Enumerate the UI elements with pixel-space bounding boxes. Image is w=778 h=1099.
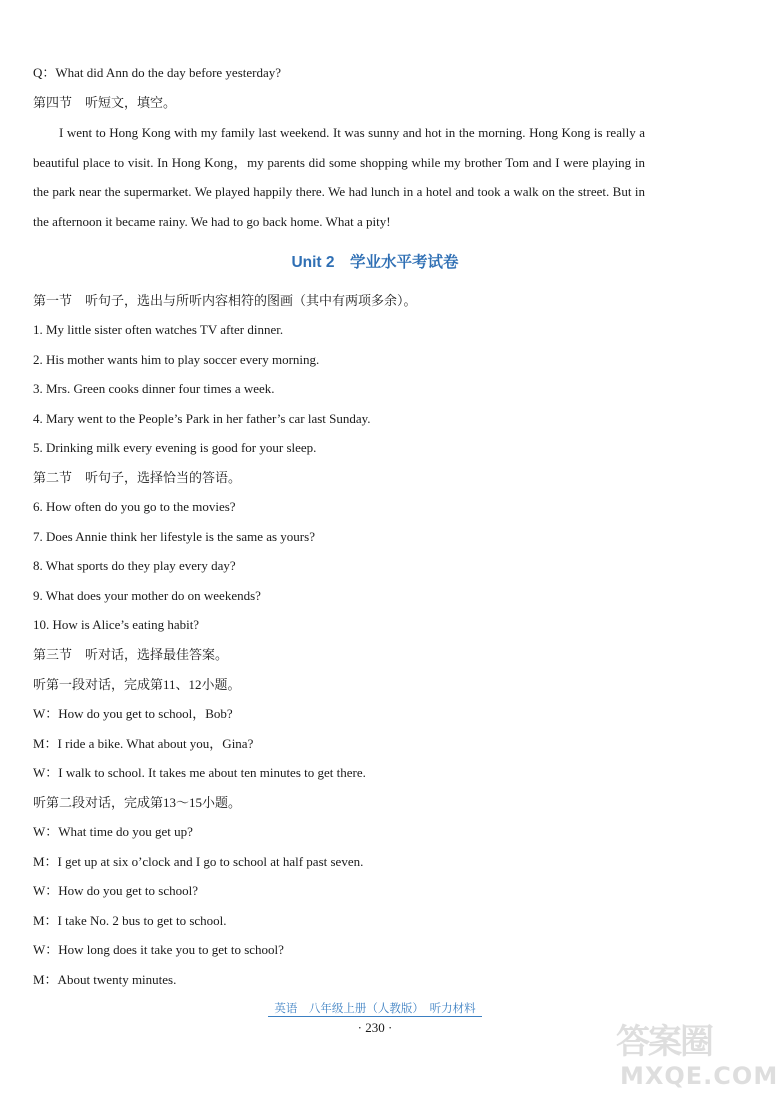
question-line: Q：What did Ann do the day before yesterday? [33, 65, 282, 80]
sentence-item: 1. My little sister often watches TV after dinner. [33, 322, 284, 337]
dialogue-line: M：I get up at six o’clock and I go to school at half past seven. [33, 854, 364, 869]
dialogue-line: W：How do you get to school，Bob? [33, 706, 233, 721]
dialogue-line: M：I ride a bike. What about you，Gina? [33, 736, 254, 751]
dialogue-line: W：I walk to school. It takes me about ten minutes to get there. [33, 765, 366, 780]
unit-title: Unit 2 学业水平考试卷 [291, 254, 459, 271]
watermark-logo [612, 1014, 778, 1094]
section-heading-4: 第四节 听短文，填空。 [33, 95, 177, 110]
dialogue-line: W：How do you get to school? [33, 883, 199, 898]
dialogue-instruction: 听第一段对话，完成第11、12小题。 [33, 677, 241, 692]
section-heading-1: 第一节 听句子，选出与所听内容相符的图画（其中有两项多余）。 [33, 293, 417, 308]
dialogue-line: M：About twenty minutes. [33, 972, 177, 987]
sentence-item: 3. Mrs. Green cooks dinner four times a week. [33, 381, 275, 396]
section-heading-2: 第二节 听句子，选择恰当的答语。 [33, 470, 242, 485]
question-item: 7. Does Annie think her lifestyle is the same as yours? [33, 529, 315, 544]
dialogue-line: W：How long does it take you to get to school? [33, 942, 284, 957]
page-number: · 230 · [357, 1020, 393, 1035]
dialogue-line: W：What time do you get up? [33, 824, 193, 839]
question-item: 9. What does your mother do on weekends? [33, 588, 261, 603]
footer-text: 英语 八年级上册（人教版） 听力材料 [268, 1001, 481, 1017]
sentence-item: 2. His mother wants him to play soccer every morning. [33, 352, 320, 367]
question-item: 6. How often do you go to the movies? [33, 499, 236, 514]
dialogue-line: M：I take No. 2 bus to get to school. [33, 913, 227, 928]
dialogue-instruction: 听第二段对话，完成第13～15小题。 [33, 795, 242, 810]
watermark-bottom: MXQE.COM [620, 1062, 778, 1090]
listening-passage: I went to Hong Kong with my family last weekend. It was sunny and hot in the morning. Hong Kong is really a beautiful place to visit. In Hong Kong，my parents did some shopping while my brother Tom and I were playing in the park near the supermarket. We played happily there. We had lunch in a hotel and took a walk on the street. But in the afternoon it became rainy. We had to go back home. What a pity! [33, 125, 645, 229]
watermark-top: 答案圈 [616, 1022, 712, 1062]
question-item: 8. What sports do they play every day? [33, 558, 236, 573]
section-heading-3: 第三节 听对话，选择最佳答案。 [33, 647, 229, 662]
question-item: 10. How is Alice’s eating habit? [33, 617, 200, 632]
sentence-item: 4. Mary went to the People’s Park in her father’s car last Sunday. [33, 411, 371, 426]
sentence-item: 5. Drinking milk every evening is good for your sleep. [33, 440, 317, 455]
